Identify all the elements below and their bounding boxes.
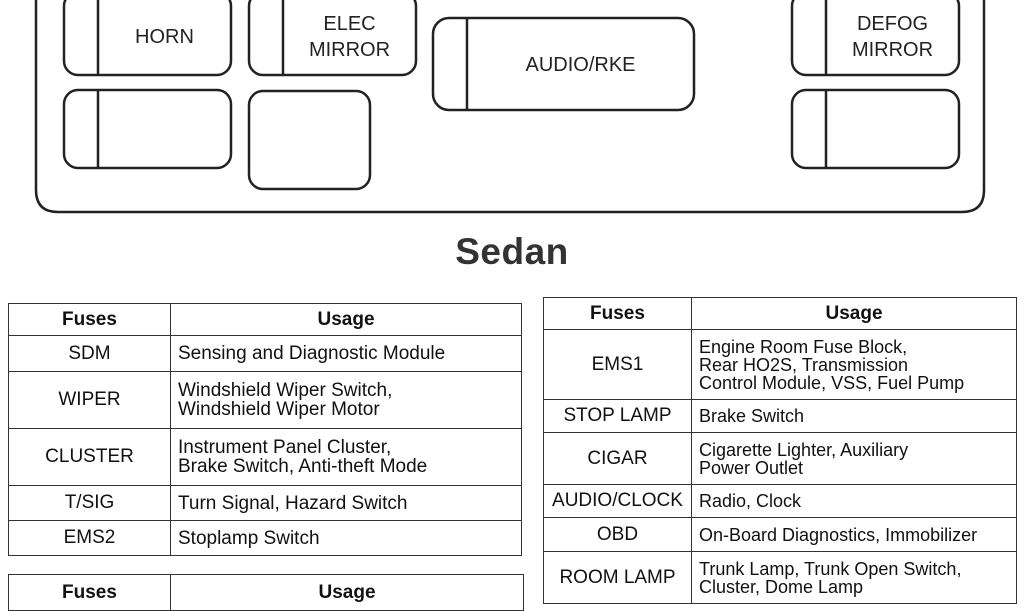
fuse-slot-empty-square <box>249 91 370 189</box>
usage-cell: On-Board Diagnostics, Immobilizer <box>692 518 1017 552</box>
usage-cell: Brake Switch <box>692 400 1017 433</box>
fuse-cell: AUDIO/CLOCK <box>544 485 692 518</box>
fuse-label-defog-mirror: DEFOG MIRROR <box>851 13 934 61</box>
table-row <box>544 330 1017 400</box>
diagram-title: Sedan <box>455 231 569 272</box>
fuse-slot-empty-left <box>64 90 231 168</box>
table-header-row <box>544 298 1017 330</box>
column-header-usage: Usage <box>692 298 1017 330</box>
fuse-cell: EMS1 <box>544 330 692 400</box>
column-header-usage: Usage <box>171 575 524 611</box>
fuse-cell: EMS2 <box>9 521 171 556</box>
usage-cell: Windshield Wiper Switch, Windshield Wiper Motor <box>171 372 522 429</box>
fuse-cell: SDM <box>9 336 171 372</box>
table-header-row <box>9 304 522 336</box>
table-row <box>9 429 522 486</box>
fuse-table-right <box>543 297 1017 604</box>
fuse-label-elec-mirror: ELEC MIRROR <box>308 13 391 61</box>
table-row <box>544 518 1017 552</box>
table-row <box>9 521 522 556</box>
fuse-table-left <box>8 303 522 556</box>
fuse-cell: CLUSTER <box>9 429 171 486</box>
fuse-cell: OBD <box>544 518 692 552</box>
usage-cell: Engine Room Fuse Block, Rear HO2S, Transmission Control Module, VSS, Fuel Pump <box>692 330 1017 400</box>
fuse-cell: WIPER <box>9 372 171 429</box>
table-row <box>544 400 1017 433</box>
usage-cell: Sensing and Diagnostic Module <box>171 336 522 372</box>
column-header-fuses: Fuses <box>9 575 171 611</box>
usage-cell: Cigarette Lighter, Auxiliary Power Outlet <box>692 433 1017 485</box>
usage-cell: Turn Signal, Hazard Switch <box>171 486 522 521</box>
table-row <box>544 433 1017 485</box>
fuse-label-audio-rke: AUDIO/RKE <box>525 54 636 76</box>
table-row <box>544 485 1017 518</box>
usage-cell: Trunk Lamp, Trunk Open Switch, Cluster, Dome Lamp <box>692 552 1017 604</box>
fuse-cell: ROOM LAMP <box>544 552 692 604</box>
table-row <box>9 372 522 429</box>
table-row <box>9 486 522 521</box>
column-header-fuses: Fuses <box>9 304 171 336</box>
fuse-cell: CIGAR <box>544 433 692 485</box>
column-header-fuses: Fuses <box>544 298 692 330</box>
usage-cell: Stoplamp Switch <box>171 521 522 556</box>
usage-cell: Radio, Clock <box>692 485 1017 518</box>
fuse-label-horn: HORN <box>135 26 194 48</box>
fuse-table-left-bottom <box>8 574 524 611</box>
fuse-slot-empty-right <box>792 90 959 168</box>
usage-cell: Instrument Panel Cluster, Brake Switch, Anti-theft Mode <box>171 429 522 486</box>
table-row <box>544 552 1017 604</box>
column-header-usage: Usage <box>171 304 522 336</box>
table-row <box>9 336 522 372</box>
fuse-cell: STOP LAMP <box>544 400 692 433</box>
fuse-cell: T/SIG <box>9 486 171 521</box>
table-header-row <box>9 575 524 611</box>
